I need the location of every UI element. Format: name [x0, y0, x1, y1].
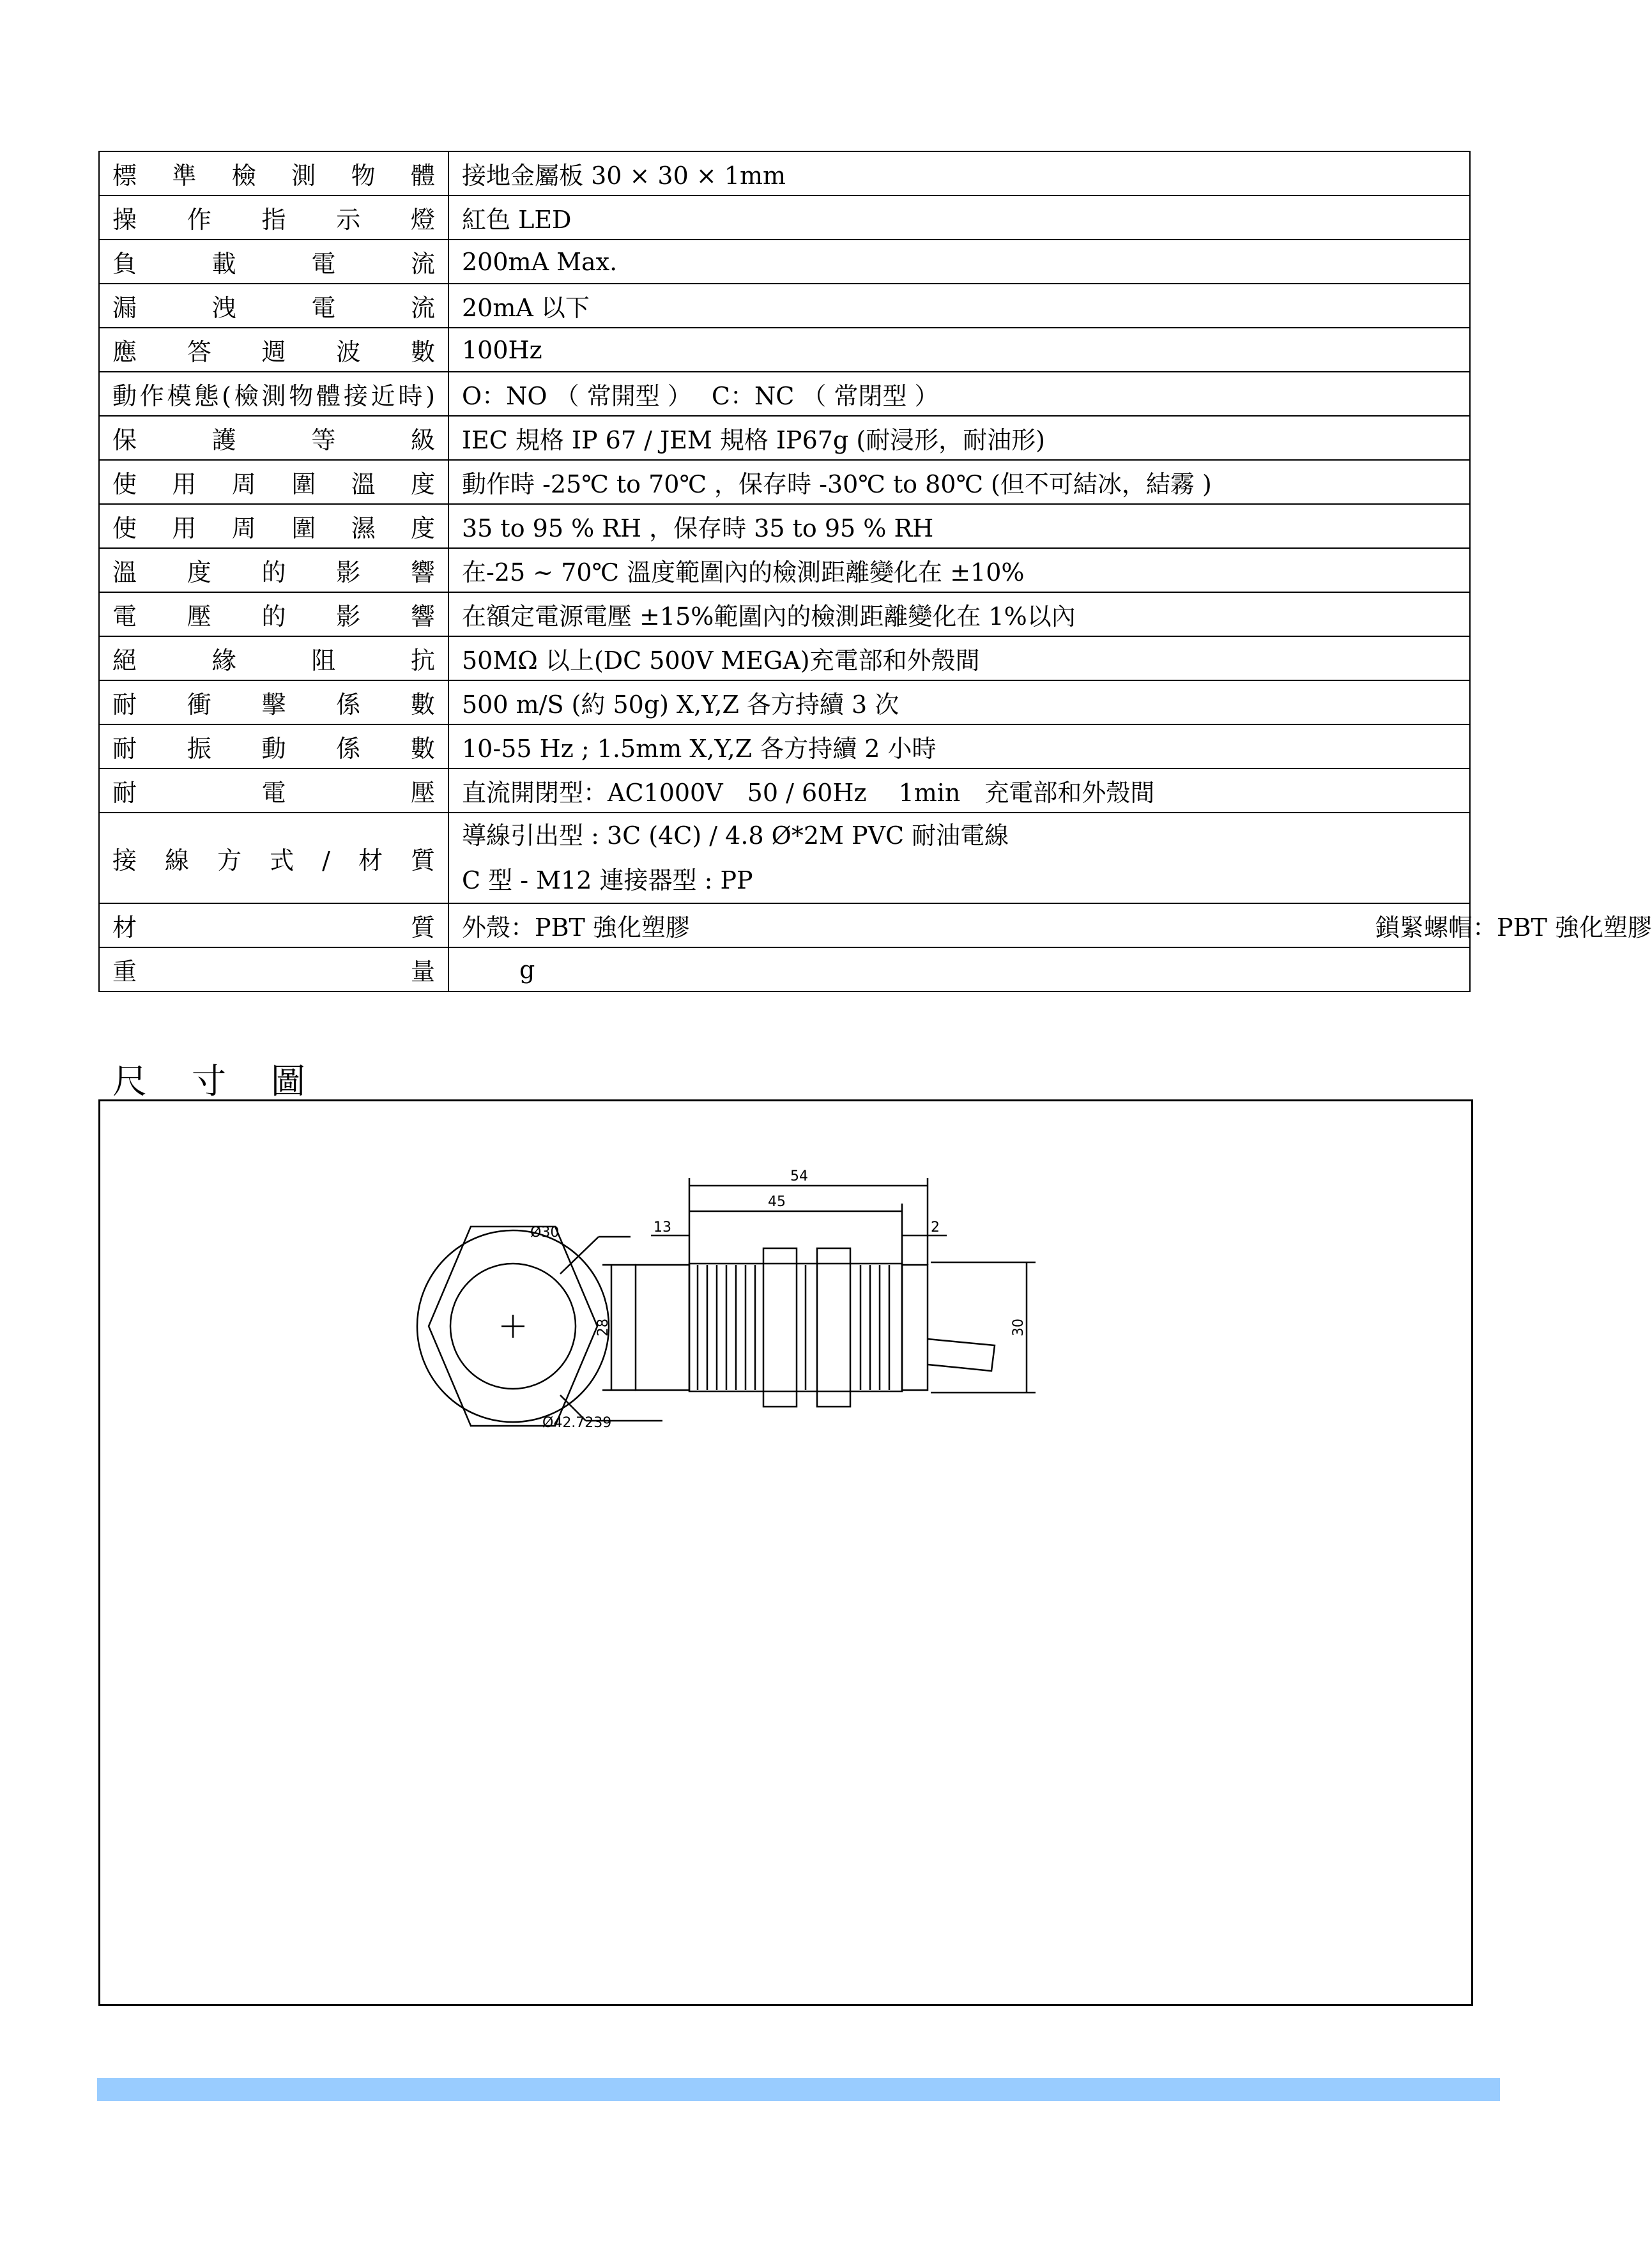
spec-row-material — [99, 903, 1470, 947]
wiring-line-2: C 型 - M12 連接器型 : PP — [462, 866, 753, 894]
spec-label: 溫度的影響 — [99, 548, 448, 592]
spec-label: 重量 — [99, 947, 448, 991]
spec-label: 絕緣阻抗 — [99, 636, 448, 680]
spec-value: 500 m/S (約 50g) X,Y,Z 各方持續 3 次 — [448, 680, 1470, 724]
lock-nut-1 — [763, 1248, 797, 1407]
spec-label: 保護等級 — [99, 416, 448, 460]
spec-label: 耐衝擊係數 — [99, 680, 448, 724]
wiring-line-1: 導線引出型 : 3C (4C) / 4.8 Ø*2M PVC 耐油電線 — [462, 822, 1009, 850]
spec-row — [99, 328, 1470, 372]
spec-value: O：NO （ 常開型 ） C：NC （ 常閉型 ） — [448, 372, 1470, 416]
spec-label: 電壓的影響 — [99, 592, 448, 636]
spec-value: 動作時 -25℃ to 70℃ ，保存時 -30℃ to 80℃ (但不可結冰，結霧 ) — [448, 460, 1470, 504]
dim-right-height: 30 — [1011, 1319, 1027, 1336]
dim-dia-inner: Ø30 — [530, 1225, 560, 1241]
dim-end: 2 — [931, 1220, 940, 1235]
spec-row — [99, 724, 1470, 769]
spec-value: 10-55 Hz ; 1.5mm X,Y,Z 各方持續 2 小時 — [448, 724, 1470, 769]
material-housing: 外殼：PBT 強化塑膠 — [462, 914, 690, 942]
spec-row — [99, 240, 1470, 284]
spec-row — [99, 195, 1470, 240]
spec-row — [99, 769, 1470, 813]
sensor-cap — [636, 1265, 689, 1390]
cable — [928, 1339, 995, 1371]
spec-value: 20mA 以下 — [448, 284, 1470, 328]
dim-cap: 13 — [654, 1220, 671, 1235]
spec-value: 200mA Max. — [448, 240, 1470, 284]
spec-label: 標準檢測物體 — [99, 151, 448, 195]
dim-total: 54 — [790, 1168, 808, 1184]
spec-label: 應答週波數 — [99, 328, 448, 372]
spec-value: g — [448, 947, 1470, 991]
spec-value: 50MΩ 以上(DC 500V MEGA)充電部和外殼間 — [448, 636, 1470, 680]
spec-value — [448, 813, 1470, 903]
spec-value: 在-25 ~ 70℃ 溫度範圍內的檢測距離變化在 ±10% — [448, 548, 1470, 592]
spec-value: 35 to 95 % RH ，保存時 35 to 95 % RH — [448, 504, 1470, 548]
spec-row — [99, 504, 1470, 548]
section-title: 尺寸圖 — [112, 1061, 350, 1101]
spec-value: 100Hz — [448, 328, 1470, 372]
spec-row-weight — [99, 947, 1470, 991]
spec-value: 在額定電源電壓 ±15%範圍內的檢測距離變化在 1%以內 — [448, 592, 1470, 636]
lock-nut-2 — [817, 1248, 850, 1407]
spec-row — [99, 372, 1470, 416]
spec-value: 直流開閉型：AC1000V 50 / 60Hz 1min 充電部和外殼間 — [448, 769, 1470, 813]
spec-label: 耐電壓 — [99, 769, 448, 813]
dim-left-height: 28 — [595, 1319, 611, 1336]
spec-label: 使用周圍溫度 — [99, 460, 448, 504]
spec-value: 接地金屬板 30 × 30 × 1mm — [448, 151, 1470, 195]
spec-label: 材質 — [99, 903, 448, 947]
spec-row — [99, 548, 1470, 592]
spec-label: 操作指示燈 — [99, 195, 448, 240]
spec-row — [99, 460, 1470, 504]
spec-row — [99, 680, 1470, 724]
spec-value: IEC 規格 IP 67 / JEM 規格 IP67g (耐浸形，耐油形) — [448, 416, 1470, 460]
spec-row-wiring — [99, 813, 1470, 903]
spec-label: 負載電流 — [99, 240, 448, 284]
spec-row — [99, 151, 1470, 195]
footer-bar — [97, 2078, 1500, 2101]
material-nut: 鎖緊螺帽：PBT 強化塑膠 — [1375, 914, 1652, 942]
spec-table — [98, 151, 1652, 992]
spec-label: 漏洩電流 — [99, 284, 448, 328]
spec-row — [99, 636, 1470, 680]
spec-row — [99, 416, 1470, 460]
dimension-drawing — [100, 1101, 1471, 2004]
spec-label: 耐振動係數 — [99, 724, 448, 769]
dim-body: 45 — [768, 1194, 786, 1210]
spec-row — [99, 592, 1470, 636]
spec-value — [448, 903, 1652, 947]
spec-label: 接線方式/材質 — [99, 813, 448, 903]
dimension-drawing-box — [98, 1099, 1473, 2006]
dim-dia-outer: Ø42.7239 — [542, 1415, 612, 1431]
spec-label: 動作模態(檢測物體接近時) — [99, 372, 448, 416]
spec-label: 使用周圍濕度 — [99, 504, 448, 548]
sensor-end — [902, 1265, 928, 1390]
spec-row — [99, 284, 1470, 328]
spec-value: 紅色 LED — [448, 195, 1470, 240]
